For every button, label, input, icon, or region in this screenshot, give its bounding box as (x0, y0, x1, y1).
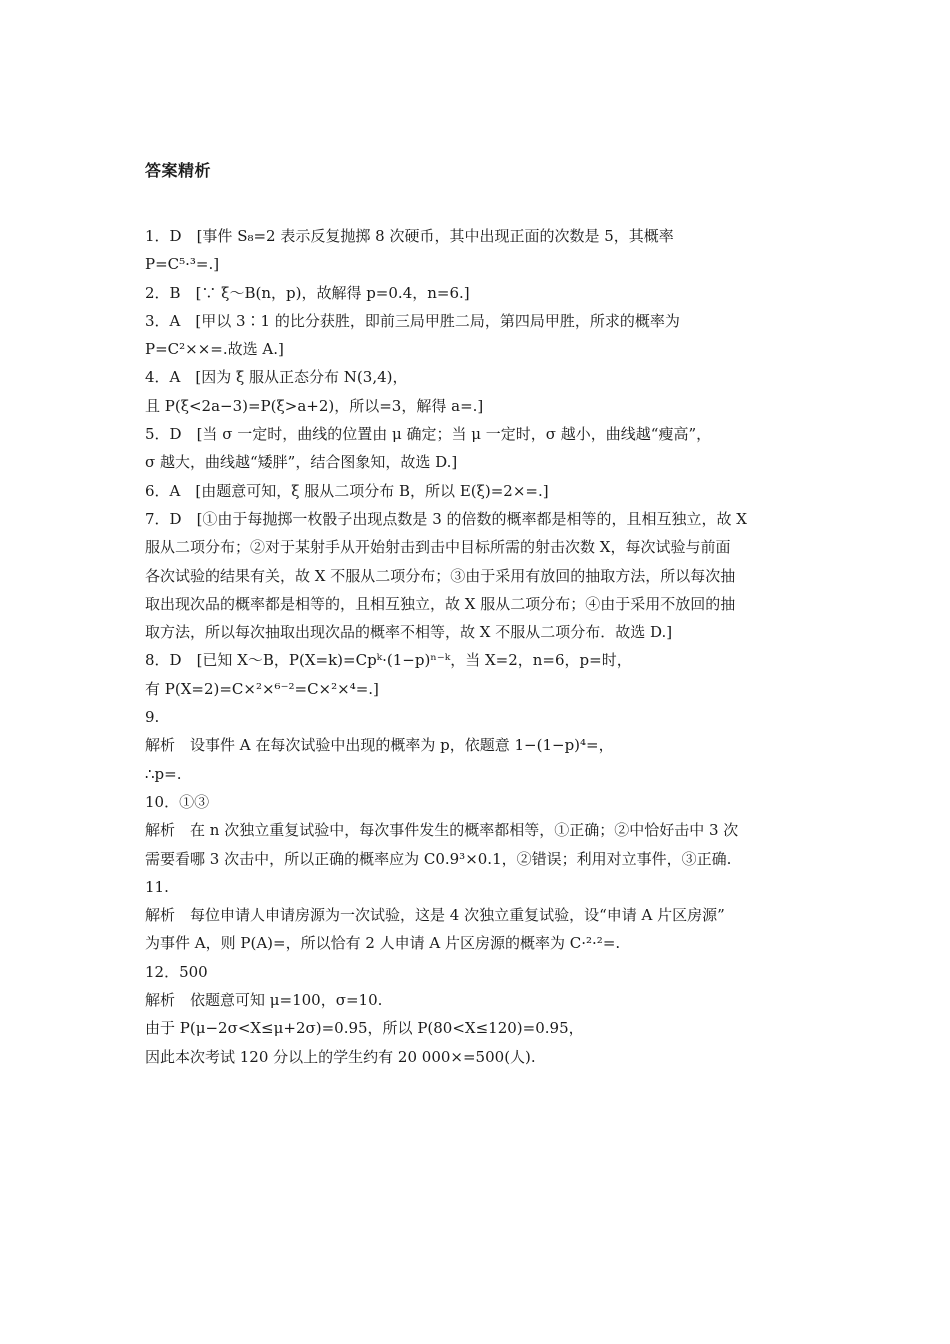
text-line: 解析 依题意可知 μ=100，σ=10. (145, 991, 383, 1010)
text-line: 12．500 (145, 962, 208, 981)
text-line: 5．D [当 σ 一定时，曲线的位置由 μ 确定；当 μ 一定时，σ 越小，曲线越“瘦高”， (145, 425, 712, 444)
text-line: 8．D [已知 X～B，P(X=k)=Cpᵏ·(1−p)ⁿ⁻ᵏ，当 X=2，n=6，p=时， (145, 651, 632, 670)
text-line: P=C⁵·³=.] (145, 255, 220, 274)
answer-heading: 答案精析 (145, 161, 212, 180)
text-line: 1．D [事件 S₈=2 表示反复抛掷 8 次硬币，其中出现正面的次数是 5，其概率 (145, 227, 674, 245)
text-line: 10．①③ (145, 792, 210, 811)
text-line: 需要看哪 3 次击中，所以正确的概率应为 C0.9³×0.1，②错误；利用对立事件，③正确. (145, 849, 732, 868)
text-line: 9. (145, 708, 160, 727)
text-line: 且 P(ξ<2a−3)=P(ξ>a+2)，所以=3，解得 a=.] (145, 396, 484, 415)
text-line: 取出现次品的概率都是相等的，且相互独立，故 X 服从二项分布；④由于采用不放回的抽 (145, 594, 736, 613)
text-line: ∴p=. (145, 764, 182, 783)
text-line: 为事件 A，则 P(A)=，所以恰有 2 人申请 A 片区房源的概率为 C·²·²=. (145, 934, 621, 953)
text-line: 由于 P(μ−2σ<X≤μ+2σ)=0.95，所以 P(80<X≤120)=0.95， (145, 1019, 584, 1038)
text-line: 解析 在 n 次独立重复试验中，每次事件发生的概率都相等，①正确；②中恰好击中 3 次 (145, 821, 739, 840)
text-line: 各次试验的结果有关，故 X 不服从二项分布；③由于采用有放回的抽取方法，所以每次抽 (145, 566, 736, 585)
text-line: P=C²××=.故选 A.] (145, 340, 284, 359)
text-line: 因此本次考试 120 分以上的学生约有 20 000×=500(人). (145, 1047, 536, 1066)
text-line: 有 P(X=2)=C×²×⁶⁻²=C×²×⁴=.] (145, 679, 379, 698)
text-line: 取方法，所以每次抽取出现次品的概率不相等，故 X 不服从二项分布．故选 D.] (145, 623, 673, 642)
text-line: σ 越大，曲线越“矮胖”，结合图象知，故选 D.] (145, 453, 458, 472)
text-line: 解析 设事件 A 在每次试验中出现的概率为 p，依题意 1−(1−p)⁴=， (145, 736, 614, 755)
text-line: 2．B [∵ ξ～B(n，p)，故解得 p=0.4，n=6.] (145, 283, 470, 302)
text-line: 7．D [①由于每抛掷一枚骰子出现点数是 3 的倍数的概率都是相等的，且相互独立，故 X (145, 509, 747, 528)
text-line: 6．A [由题意可知，ξ 服从二项分布 B，所以 E(ξ)=2×=.] (145, 481, 549, 500)
text-line: 3．A [甲以 3∶1 的比分获胜，即前三局甲胜二局，第四局甲胜，所求的概率为 (145, 311, 680, 330)
text-line: 解析 每位申请人申请房源为一次试验，这是 4 次独立重复试验，设“申请 A 片区房源” (145, 906, 725, 925)
text-line: 11. (145, 877, 169, 896)
text-line: 4．A [因为 ξ 服从正态分布 N(3,4)， (145, 368, 408, 387)
text-line: 服从二项分布；②对于某射手从开始射击到击中目标所需的射击次数 X，每次试验与前面 (145, 538, 731, 557)
answer-body (145, 222, 825, 1071)
